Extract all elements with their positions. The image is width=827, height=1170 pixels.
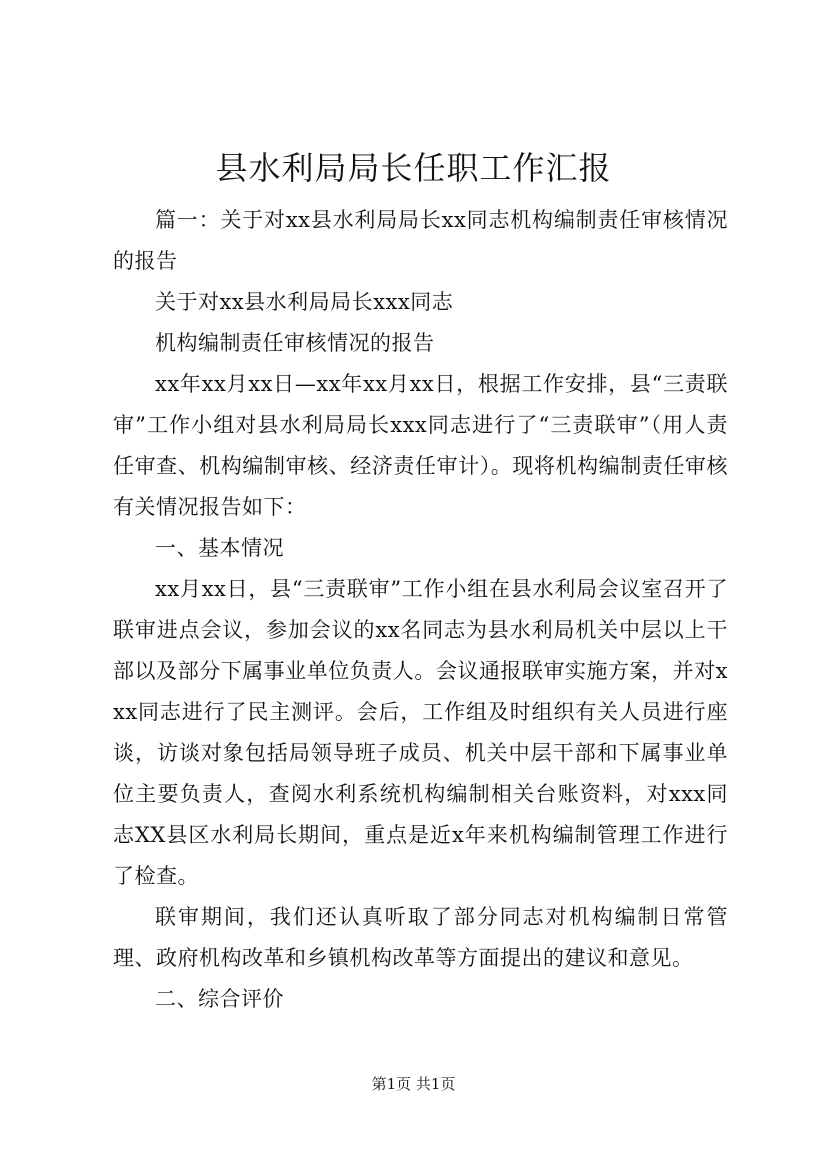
paragraph-report-subject: 关于对xx县水利局局长xxx同志 — [155, 290, 454, 314]
heading-comprehensive-evaluation: 二、综合评价 — [155, 987, 284, 1011]
paragraph-suggestions: 联审期间，我们还认真听取了部分同志对机构编制日常管理、政府机构改革和乡镇机构改革等方面提出的建议和意见。 — [113, 905, 728, 970]
paragraph-introduction: xx年xx月xx日—xx年xx月xx日，根据工作安排，县“三责联审”工作小组对县水利局局长xxx同志进行了“三责联审”（用人责任审查、机构编制审核、经济责任审计）。现将机构编制责任审核有关情况报告如下： — [113, 372, 728, 519]
paragraph-section-heading: 篇一：关于对xx县水利局局长xx同志机构编制责任审核情况的报告 — [113, 208, 728, 273]
paragraph-report-title: 机构编制责任审核情况的报告 — [155, 331, 435, 355]
document-title: 县水利局局长任职工作汇报 — [215, 149, 612, 187]
paragraph-basic-situation: xx月xx日，县“三责联审”工作小组在县水利局会议室召开了联审进点会议，参加会议的xx名同志为县水利局机关中层以上干部以及部分下属事业单位负责人。会议通报联审实施方案，并对xxx同志进行了民主测评。会后，工作组及时组织有关人员进行座谈，访谈对象包括局领导班子成员、机关中层干部和下属事业单位主要负责人，查阅水利系统机构编制相关台账资料，对xxx同志XX县区水利局长期间，重点是近x年来机构编制管理工作进行了检查。 — [113, 577, 728, 888]
page-number-footer: 第1页 共1页 — [371, 1075, 456, 1093]
heading-basic-situation: 一、基本情况 — [155, 536, 284, 560]
document-body — [113, 200, 728, 1020]
